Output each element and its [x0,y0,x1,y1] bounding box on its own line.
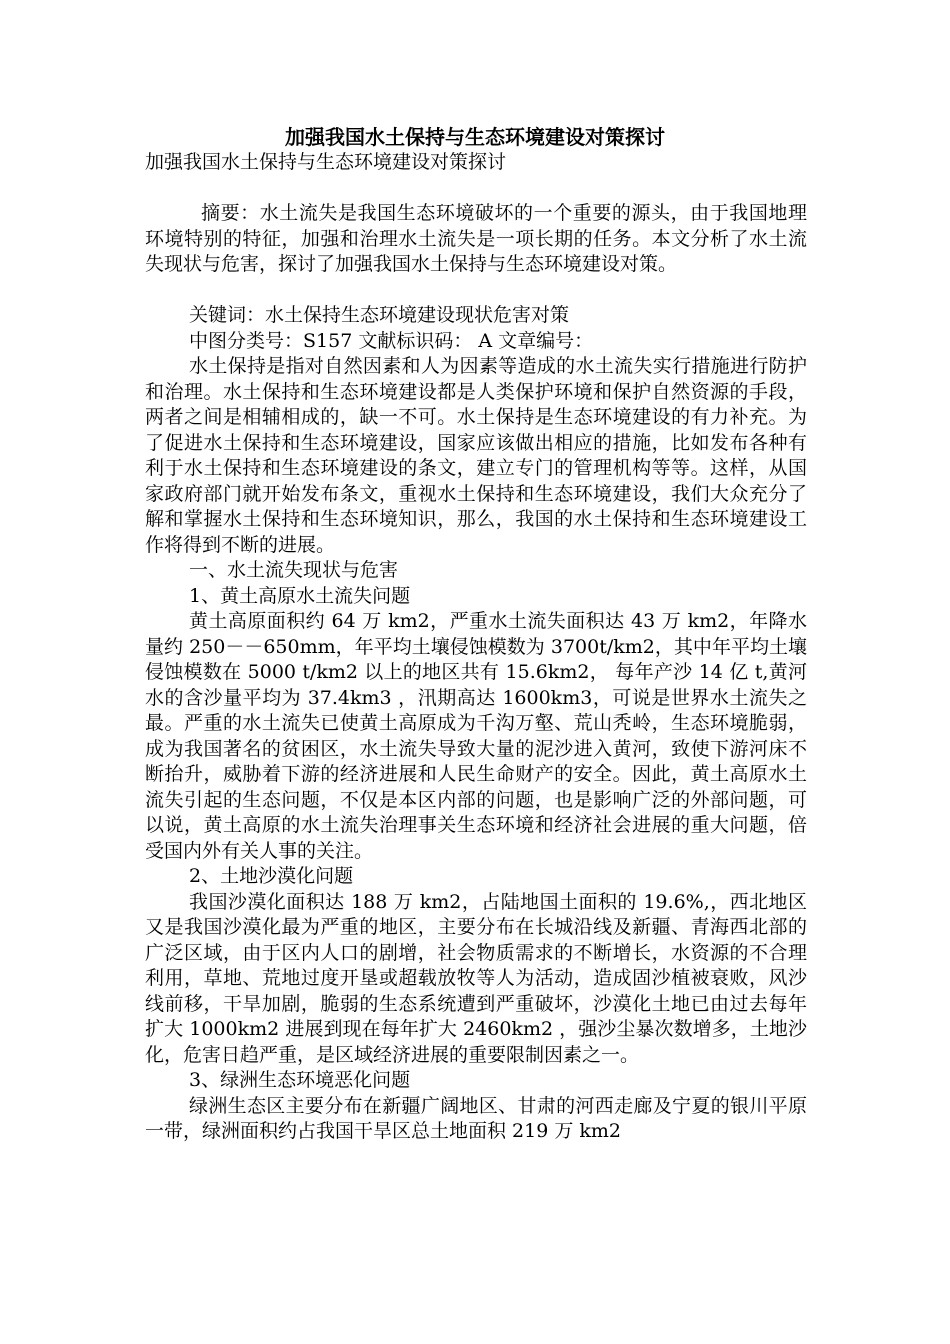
subsection-heading-2: 2、土地沙漠化问题 [189,865,354,887]
subsection-heading-1: 1、黄土高原水土流失问题 [189,584,411,607]
intro-paragraph: 水土保持是指对自然因素和人为因素等造成的水土流失实行措施进行防护和治理。水土保持和生态环境建设都是人类保护环境和保护自然资源的手段，两者之间是相辅相成的，缺一不可。水土保持是生态环境建设的有力补充。为了促进水土保持和生态环境建设，国家应该做出相应的措施，比如发布各种有利于水土保持和生态环境建设的条文，建立专门的管理机构等等。这样，从国家政府部门就开始发布条文，重视水土保持和生态环境建设，我们大众充分了解和掌握水土保持和生态环境知识，那么，我国的水土保持和生态环境建设工作将得到不断的进展。 [145,355,807,556]
classification-line: 中图分类号：S157 文献标识码： A 文章编号： [189,329,594,352]
document-body [145,150,807,1145]
blank-line [145,176,807,202]
document-title: 加强我国水土保持与生态环境建设对策探讨 [285,125,665,149]
section-heading-1: 一、水土流失现状与危害 [189,559,399,581]
keywords-line: 关键词：水土保持生态环境建设现状危害对策 [189,304,570,326]
loess-plateau-paragraph: 黄土高原面积约 64 万 km2，严重水土流失面积达 43 万 km2，年降水量约 250－－650mm，年平均土壤侵蚀模数为 3700t/km2，其中年平均土壤侵蚀模数在 5000 t/km2 以上的地区共有 15.6km2， 每年产沙 14 亿 t,黄河水的含沙量平均为 37.4km3 ，汛期高达 1600km3，可说是世界水土流失之最。严重的水土流失已使黄土高原成为千沟万壑、荒山秃岭，生态环境脆弱，成为我国著名的贫困区，水土流失导致大量的泥沙进入黄河，致使下游河床不断抬升，威胁着下游的经济进展和人民生命财产的安全。因此，黄土高原水土流失引起的生态问题，不仅是本区内部的问题，也是影响广泛的外部问题，可以说，黄土高原的水土流失治理事关生态环境和经济社会进展的重大问题，倍受国内外有关人事的关注。 [145,610,807,862]
document-subtitle: 加强我国水土保持与生态环境建设对策探讨 [145,151,507,173]
oasis-paragraph: 绿洲生态区主要分布在新疆广阔地区、甘肃的河西走廊及宁夏的银川平原一带，绿洲面积约占我国干旱区总土地面积 219 万 km2 [145,1094,807,1142]
subsection-heading-3: 3、绿洲生态环境恶化问题 [189,1069,411,1091]
abstract-paragraph: 摘要：水土流失是我国生态环境破坏的一个重要的源头，由于我国地理环境特别的特征，加强和治理水土流失是一项长期的任务。本文分析了水土流失现状与危害，探讨了加强我国水土保持与生态环境建设对策。 [145,202,807,275]
blank-line [145,278,807,304]
desertification-paragraph: 我国沙漠化面积达 188 万 km2，占陆地国土面积的 19.6%,，西北地区又是我国沙漠化最为严重的地区，主要分布在长城沿线及新疆、青海西北部的广泛区域，由于区内人口的剧增，社会物质需求的不断增长，水资源的不合理利用，草地、荒地过度开垦或超载放牧等人为活动，造成固沙植被衰败，风沙线前移，干旱加剧，脆弱的生态系统遭到严重破坏，沙漠化土地已由过去每年扩大 1000km2 进展到现在每年扩大 2460km2 ，强沙尘暴次数增多，土地沙化，危害日趋严重，是区域经济进展的重要限制因素之一。 [145,890,807,1066]
